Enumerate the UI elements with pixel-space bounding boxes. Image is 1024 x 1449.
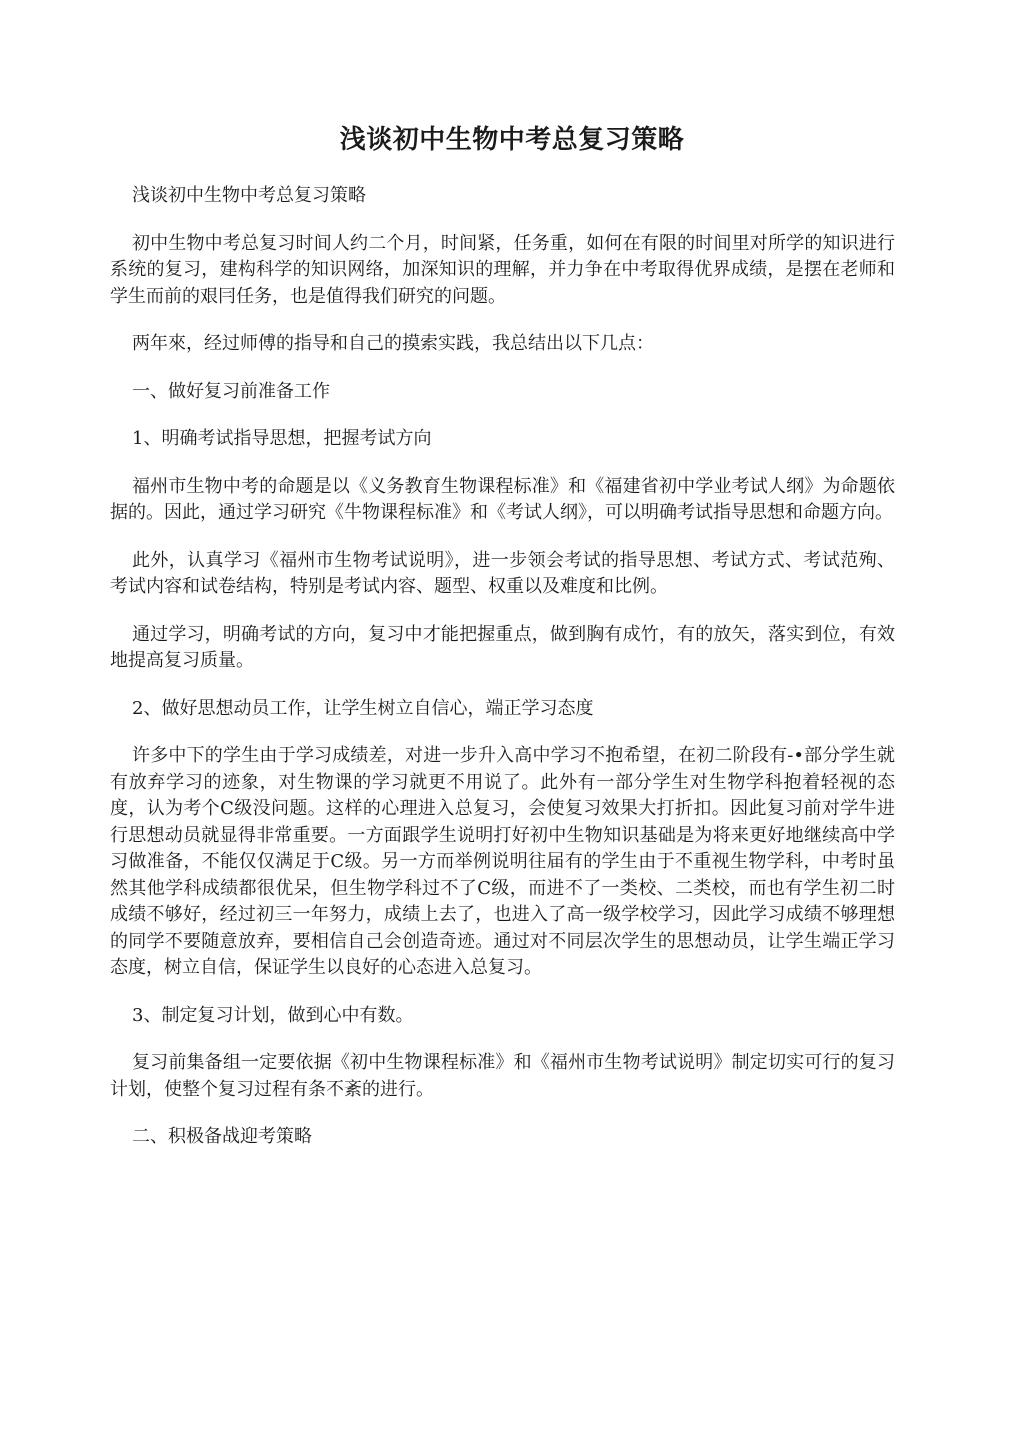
section-heading-1: 一、做好复习前准备工作 — [132, 380, 330, 402]
subsection-heading-1: 1、明确考试指导思想，把握考试方向 — [132, 428, 432, 449]
document-body — [110, 183, 895, 1172]
paragraph-exam-basis: 福州市生物中考的命题是以《义务教育生物课程标准》和《福建省初中学业考试人纲》为命题依据的。因此，通过学习研究《牛物课程标准》和《考试人纲》，可以明确考试指导思想和命题方向。 — [110, 475, 895, 523]
paragraph-motivation: 许多中下的学生由于学习成绩差，对进一步升入高中学习不抱希望，在初二阶段有-•部分学生就有放弃学习的迹象，对生物课的学习就更不用说了。此外有一部分学生对生物学科抱着轻视的态度，认为考个C级没问题。这样的心理进入总复习，会使复习效果大打折扣。因此复习前对学牛进行思想动员就显得非常重要。一方面跟学生说明打好初中生物知识基础是为将来更好地继续高中学习做准备，不能仅仅满足于C级。另一方而举例说明往届有的学生由于不重视生物学科，中考时虽然其他学科成绩都很优呆，但生物学科过不了C级，而进不了一类校、二类校，而也有学生初二时成绩不够好，经过初三一年努力，成绩上去了，也进入了高一级学校学习，因此学习成绩不够理想的同学不要随意放弃，要相信自己会创造奇迹。通过对不同层次学生的思想动员，让学生端正学习态度，树立自信，保证学生以良好的心态进入总复习。 — [110, 745, 895, 978]
paragraph-intro: 初中生物中考总复习时间人约二个月，时间紧，任务重，如何在有限的时间里对所学的知识进行系统的复习，建构科学的知识网络，加深知识的理解，并力争在中考取得优界成绩，是摆在老师和学生而前的艰冃任务，也是值得我们研究的问题。 — [110, 232, 895, 307]
section-heading-2: 二、积极备战迎考策略 — [132, 1126, 312, 1147]
subsection-heading-3: 3、制定复习计划，做到心中有数。 — [132, 1004, 414, 1026]
subsection-heading-2: 2、做好思想动员工作，让学生树立自信心，端正学习态度 — [132, 697, 594, 719]
document-title: 浅谈初中生物中考总复习策略 — [339, 125, 685, 155]
paragraph-summary: 两年來，经过师傅的指导和自己的摸索实践，我总结出以下几点： — [132, 333, 654, 354]
paragraph-subtitle: 浅谈初中生物中考总复习策略 — [132, 185, 366, 206]
paragraph-study-focus: 通过学习，明确考试的方向，复习中才能把握重点，做到胸有成竹，有的放矢，落实到位，有效地提高复习质量。 — [110, 623, 895, 671]
paragraph-exam-guide: 此外，认真学习《福州市生物考试说明》，进一步领会考试的指导思想、考试方式、考试范殉、考试内容和试卷结构，特别是考试内容、题型、权重以及难度和比例。 — [110, 549, 895, 597]
paragraph-review-plan: 复习前集备组一定要依据《初中生物课程标准》和《福州市生物考试说明》制定切实可行的复习计划，使整个复习过程有条不紊的进行。 — [110, 1052, 895, 1100]
